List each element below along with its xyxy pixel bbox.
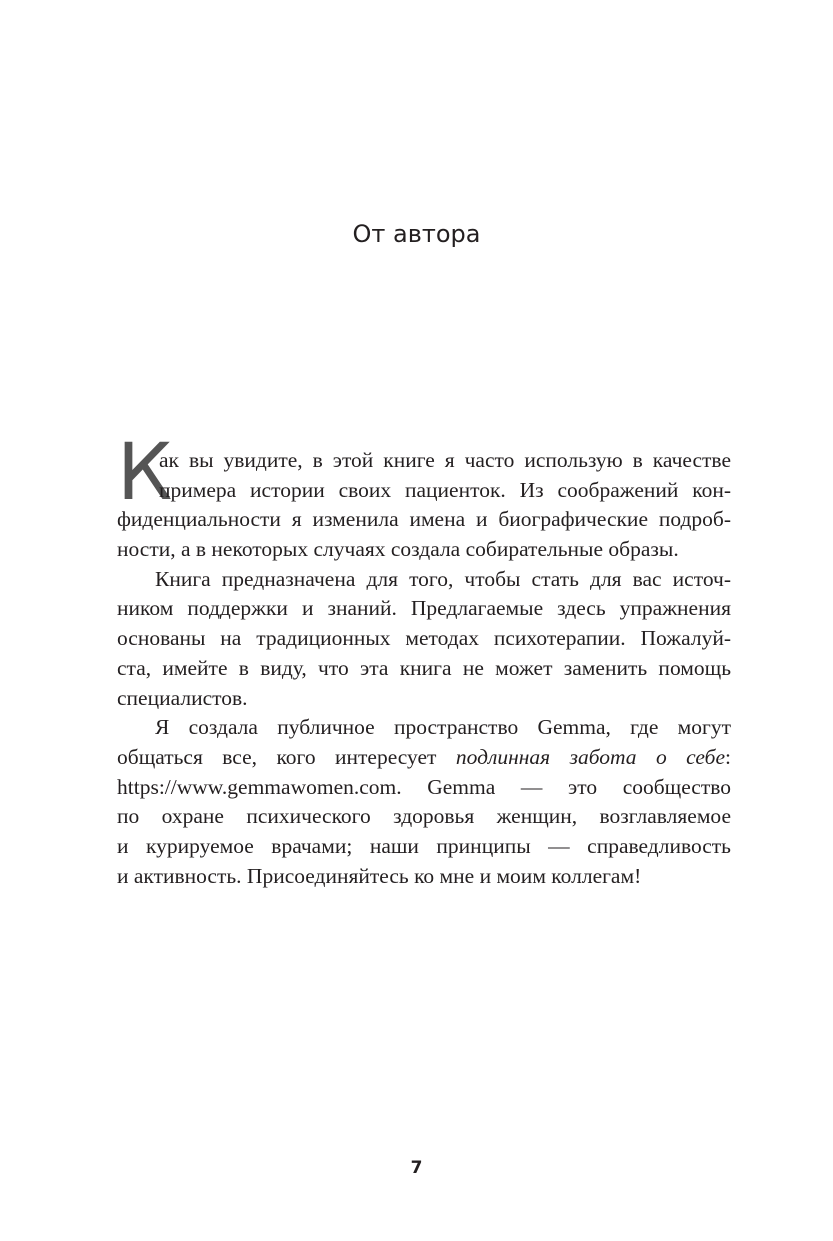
text-line: и активность. Присоединяйтесь ко мне и моим коллегам! (117, 863, 642, 888)
text-line: ак вы увидите, в этой книге я часто использую в качестве (159, 448, 731, 472)
text-line: ности, а в некоторых случаях создала собирательные образы. (117, 537, 679, 562)
text-line: основаны на традиционных методах психотерапии. Пожалуй- (117, 626, 731, 651)
emphasized-text: подлинная забота о себе (455, 744, 726, 769)
text-line: фиденциальности я изменила имена и биографические подроб- (117, 507, 731, 532)
text-line: https://www.gemmawomen.com. Gemma — это сообщество (117, 774, 731, 799)
text-segment: : (725, 744, 731, 769)
text-line: Я создала публичное пространство Gemma, где могут (155, 715, 731, 740)
text-line: по охране психического здоровья женщин, возглавляемое (117, 804, 731, 829)
body-text (117, 446, 731, 891)
page-title: От автора (352, 220, 481, 248)
text-line: примера истории своих пациенток. Из соображений кон- (159, 477, 731, 502)
paragraph-2 (117, 565, 731, 713)
page-number: 7 (410, 1158, 423, 1178)
text-line: ста, имейте в виду, что эта книга не может заменить помощь (117, 655, 731, 680)
text-line: и курируемое врачами; наши принципы — справедливость (117, 833, 731, 858)
text-line: специалистов. (117, 685, 248, 710)
text-line (117, 743, 731, 773)
text-line: ником поддержки и знаний. Предлагаемые здесь упражнения (117, 596, 731, 621)
paragraph-1 (117, 446, 731, 565)
paragraph-3 (117, 713, 731, 891)
drop-cap: К (117, 428, 173, 518)
text-segment: общаться все, кого интересует (117, 744, 456, 769)
text-line: Книга предназначена для того, чтобы стать для вас источ- (155, 566, 731, 591)
